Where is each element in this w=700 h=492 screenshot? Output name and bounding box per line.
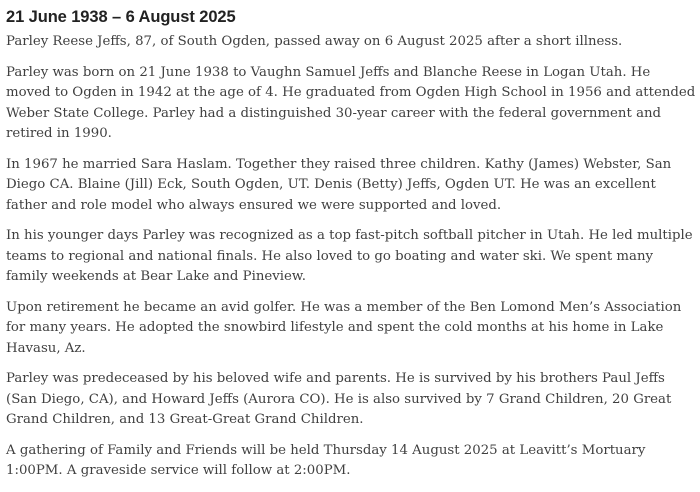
obituary-paragraph-summary: Parley Reese Jeffs, 87, of South Ogden, passed away on 6 August 2025 after a short illness.: [6, 34, 623, 49]
obituary-date-heading: 21 June 1938 – 6 August 2025: [6, 8, 236, 26]
obituary-article: [6, 7, 698, 492]
obituary-paragraph-family: In 1967 he married Sara Haslam. Together they raised three children. Kathy (James) Webster, San Diego CA. Blaine (Jill) Eck, South Ogden, UT. Denis (Betty) Jeffs, Ogden UT. He was an excellent father and role model who always ensured we were supported and loved.: [6, 156, 672, 213]
obituary-paragraph-survivors: Parley was predeceased by his beloved wife and parents. He is survived by his brothers Paul Jeffs (San Diego, CA), and Howard Jeffs (Aurora CO). He is also survived by 7 Grand Children, 20 Great Grand Children, and 13 Great-Great Grand Children.: [6, 371, 672, 427]
obituary-paragraph-softball: In his younger days Parley was recognized as a top fast-pitch softball pitcher in Utah. He led multiple teams to regional and national finals. He also loved to go boating and water ski. We spent many family weekends at Bear Lake and Pineview.: [6, 228, 693, 284]
obituary-paragraph-service: A gathering of Family and Friends will be held Thursday 14 August 2025 at Leavitt’s Mortuary 1:00PM. A graveside service will follow at 2:00PM.: [6, 442, 646, 478]
obituary-paragraph-early-life: Parley was born on 21 June 1938 to Vaughn Samuel Jeffs and Blanche Reese in Logan Utah. He moved to Ogden in 1942 at the age of 4. He graduated from Ogden High School in 1956 and attended Weber State College. Parley had a distinguished 30-year career with the federal government and retired in 1990.: [6, 64, 696, 141]
obituary-paragraph-retirement: Upon retirement he became an avid golfer. He was a member of the Ben Lomond Men’s Association for many years. He adopted the snowbird lifestyle and spent the cold months at his home in Lake Havasu, Az.: [6, 299, 682, 356]
